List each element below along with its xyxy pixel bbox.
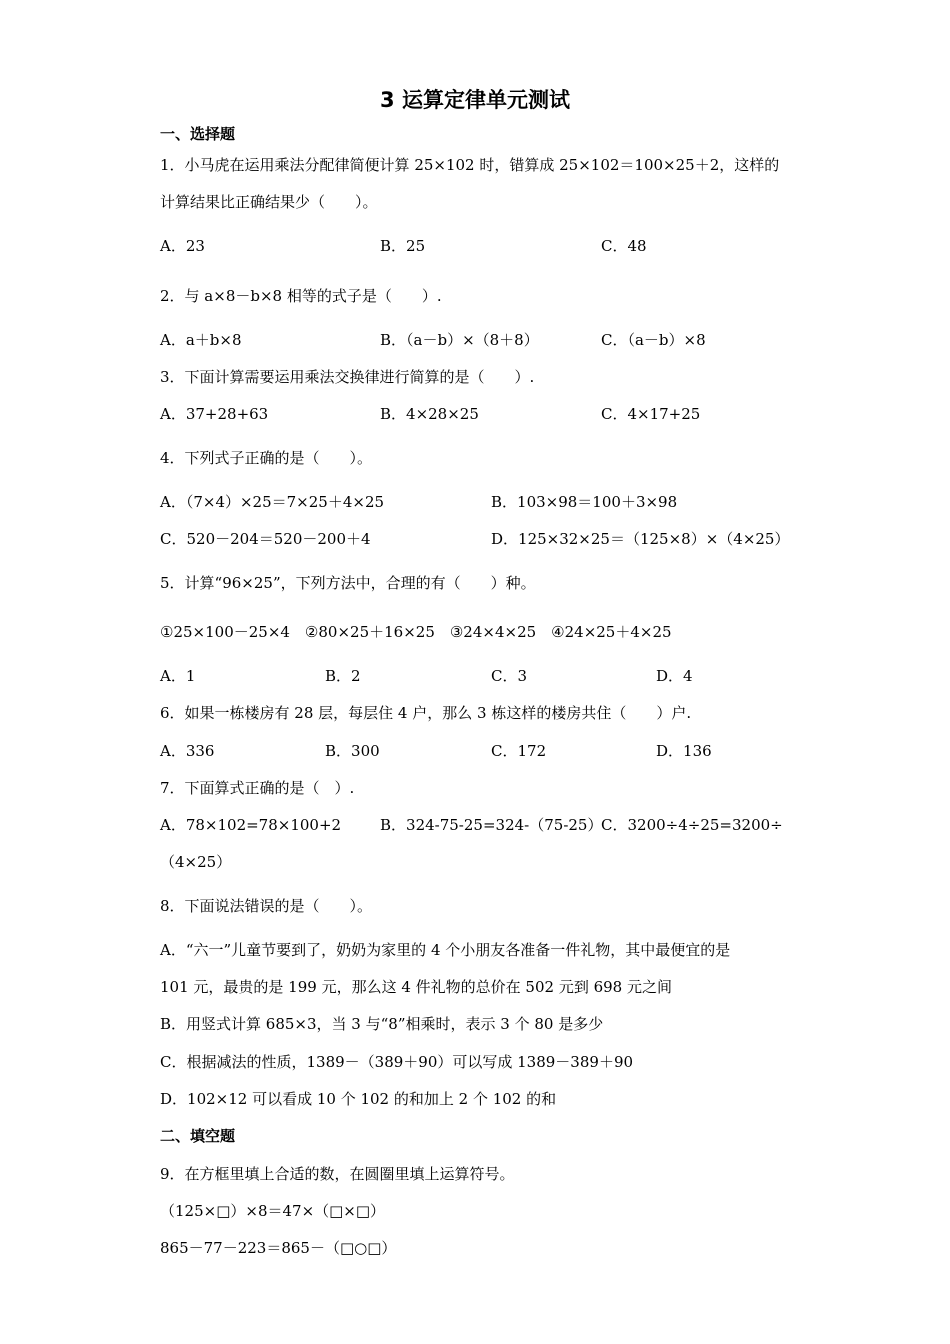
- q3-option-a: A．37+28+63: [160, 405, 269, 423]
- q6-option-c: C．172: [491, 742, 547, 760]
- q5-option-d: D．4: [656, 667, 693, 685]
- q2-option-c: C．（a－b）×8: [601, 331, 706, 349]
- section-heading-fill: 二、填空题: [160, 1127, 236, 1145]
- q4-option-a: A．（7×4）×25＝7×25＋4×25: [160, 493, 385, 511]
- q7-stem: 7．下面算式正确的是（ ）.: [160, 779, 355, 797]
- q5-option-a: A．1: [160, 667, 196, 685]
- q5-stem: 5．计算“96×25”，下列方法中，合理的有（ ）种。: [160, 574, 536, 592]
- q9-line2: 865－77－223＝865－（□○□）: [160, 1239, 397, 1257]
- q3-option-b: B．4×28×25: [380, 405, 479, 423]
- q3-option-c: C．4×17+25: [601, 405, 701, 423]
- q2-option-a: A．a＋b×8: [160, 331, 242, 349]
- q8-option-a-line2: 101 元，最贵的是 199 元，那么这 4 件礼物的总价在 502 元到 698 元之间: [160, 978, 672, 996]
- q9-line1: （125×□）×8＝47×（□×□）: [160, 1202, 386, 1220]
- page-title: 3 运算定律单元测试: [380, 88, 570, 112]
- q7-option-c: C．3200÷4÷25=3200÷: [601, 816, 783, 834]
- q5-methods: ①25×100－25×4 ②80×25＋16×25 ③24×4×25 ④24×25＋4×25: [160, 623, 672, 641]
- q8-option-b: B．用竖式计算 685×3，当 3 与“8”相乘时，表示 3 个 80 是多少: [160, 1015, 604, 1033]
- q1-option-b: B．25: [380, 237, 426, 255]
- section-heading-choice: 一、选择题: [160, 125, 236, 143]
- q8-stem: 8．下面说法错误的是（ ）。: [160, 897, 373, 915]
- q8-option-c: C．根据减法的性质，1389－（389＋90）可以写成 1389－389＋90: [160, 1053, 634, 1071]
- q4-stem: 4．下列式子正确的是（ ）。: [160, 449, 373, 467]
- q6-option-a: A．336: [160, 742, 215, 760]
- q7-option-b: B．324-75-25=324-（75-25）: [380, 816, 603, 834]
- q4-option-c: C．520－204＝520－200＋4: [160, 530, 371, 548]
- q6-option-d: D．136: [656, 742, 712, 760]
- q8-option-d: D．102×12 可以看成 10 个 102 的和加上 2 个 102 的和: [160, 1090, 557, 1108]
- q4-option-d: D．125×32×25＝（125×8）×（4×25）: [491, 530, 790, 548]
- q1-option-c: C．48: [601, 237, 647, 255]
- q6-stem: 6．如果一栋楼房有 28 层，每层住 4 户，那么 3 栋这样的楼房共住（ ）户.: [160, 704, 692, 722]
- q1-stem-line2: 计算结果比正确结果少（ ）。: [160, 193, 378, 211]
- q2-option-b: B．（a－b）×（8＋8）: [380, 331, 539, 349]
- q8-option-a-line1: A．“六一”儿童节要到了，奶奶为家里的 4 个小朋友各准备一件礼物，其中最便宜的是: [160, 941, 731, 959]
- q5-option-c: C．3: [491, 667, 528, 685]
- q3-stem: 3．下面计算需要运用乘法交换律进行简算的是（ ）.: [160, 368, 535, 386]
- q1-stem-line1: 1．小马虎在运用乘法分配律简便计算 25×102 时，错算成 25×102＝100×25＋2，这样的: [160, 156, 780, 174]
- q1-option-a: A．23: [160, 237, 205, 255]
- q7-option-a: A．78×102=78×100+2: [160, 816, 342, 834]
- q7-option-c-continuation: （4×25）: [160, 853, 232, 871]
- q4-option-b: B．103×98＝100＋3×98: [491, 493, 678, 511]
- q5-option-b: B．2: [325, 667, 361, 685]
- q6-option-b: B．300: [325, 742, 380, 760]
- q2-stem: 2．与 a×8－b×8 相等的式子是（ ）.: [160, 287, 442, 305]
- q9-stem: 9．在方框里填上合适的数，在圆圈里填上运算符号。: [160, 1165, 515, 1183]
